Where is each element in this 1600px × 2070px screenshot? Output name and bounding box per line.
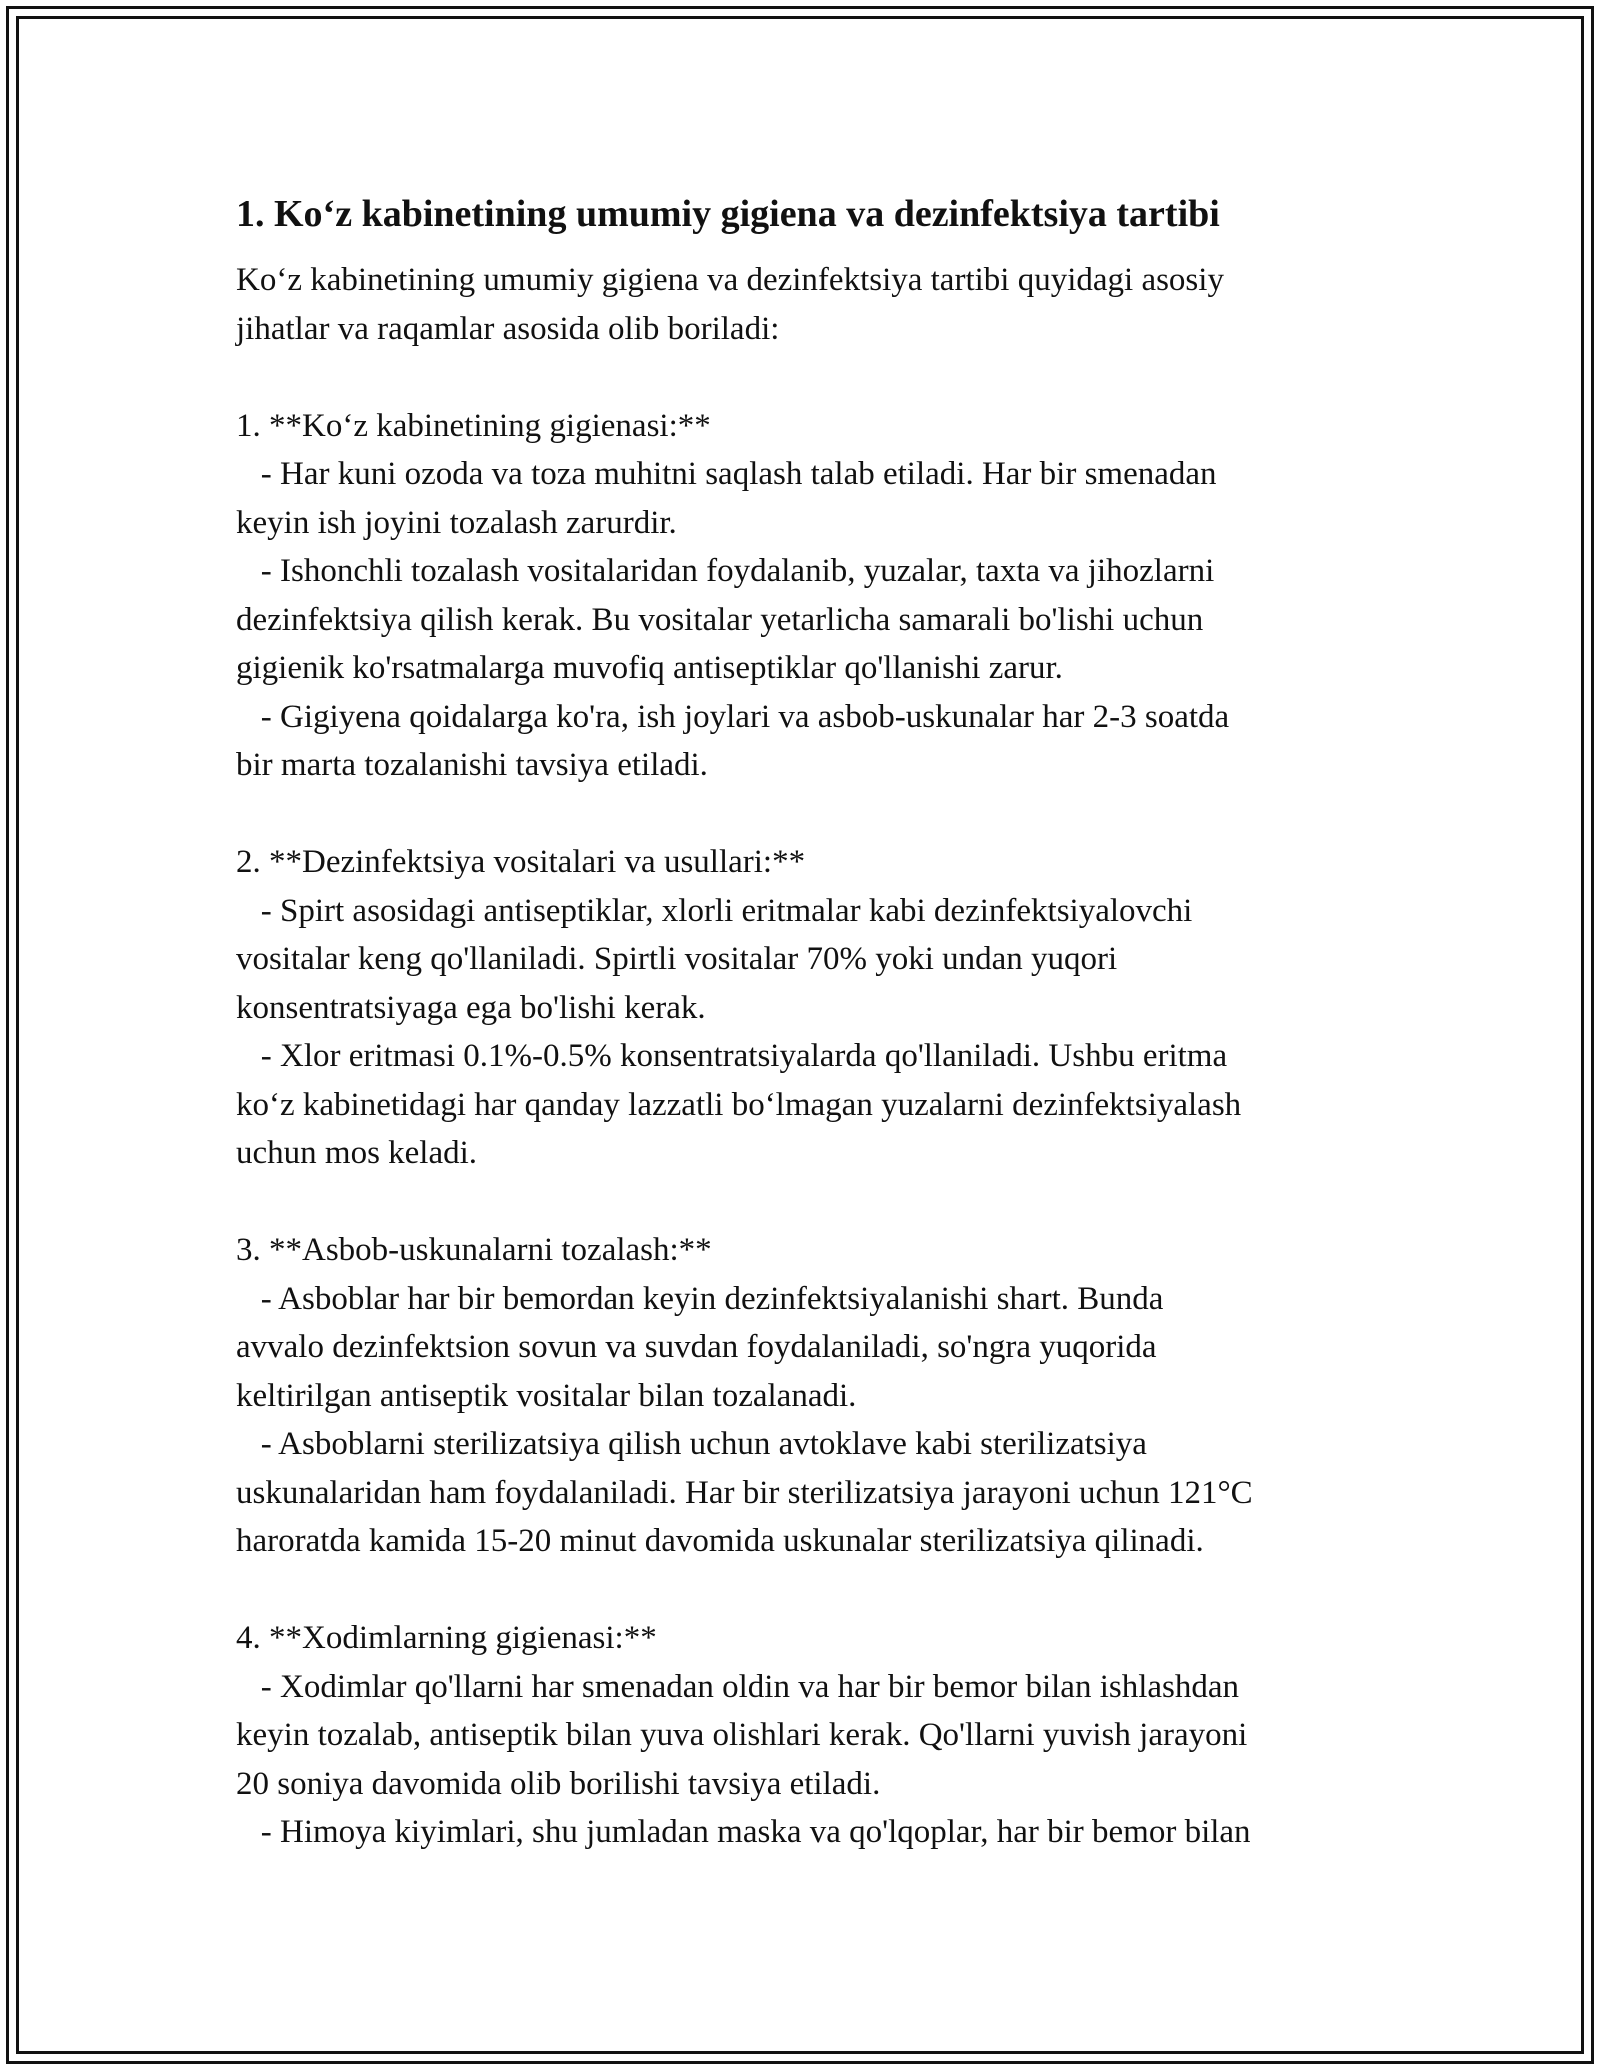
section-item: - Ishonchli tozalash vositalaridan foydalanib, yuzalar, taxta va jihozlarni dezinfektsiya qilish kerak. Bu vositalar yetarlicha samarali bo'lishi uchun gigienik ko'rsatmalarga muvofiq antiseptiklar qo'llanishi zarur. [236,553,1215,686]
section-item: - Spirt asosidagi antiseptiklar, xlorli eritmalar kabi dezinfektsiyalovchi vositalar keng qo'llaniladi. Spirtli vositalar 70% yoki undan yuqori konsentratsiyaga ega bo'lishi kerak. [236,892,1193,1026]
section-item: - Gigiyena qoidalarga ko'ra, ish joylari va asbob-uskunalar har 2-3 soatda bir marta tozalanishi tavsiya etiladi. [236,698,1230,783]
section-item: - Xlor eritmasi 0.1%-0.5% konsentratsiyalarda qo'llaniladi. Ushbu eritma koʻz kabinetidagi har qanday lazzatli boʻlmagan yuzalarni dezinfektsiyalash uchun mos keladi. [236,1038,1242,1171]
section-staff-hygiene [236,1614,1376,1857]
section-heading: 3. **Asbob-uskunalarni tozalash:** [236,1232,712,1268]
document-page [236,182,1376,1857]
section-heading: 1. **Koʻz kabinetining gigienasi:** [236,407,711,444]
section-disinfectants [236,838,1376,1178]
section-item: - Asboblarni sterilizatsiya qilish uchun avtoklave kabi sterilizatsiya uskunalaridan ham foydalaniladi. Har bir sterilizatsiya jarayoni uchun 121°C haroratda kamida 15-20 minut davomida uskunalar sterilizatsiya qilinadi. [236,1426,1253,1559]
section-heading: 4. **Xodimlarning gigienasi:** [236,1620,657,1656]
section-item: - Asboblar har bir bemordan keyin dezinfektsiyalanishi shart. Bunda avvalo dezinfektsion sovun va suvdan foydalaniladi, so'ngra yuqorida keltirilgan antiseptik vositalar bilan tozalanadi. [236,1280,1164,1414]
document-title: 1. Koʻz kabinetining umumiy gigiena va dezinfektsiya tartibi [236,193,1220,235]
section-item: - Har kuni ozoda va toza muhitni saqlash talab etiladi. Har bir smenadan keyin ish joyini tozalash zarurdir. [236,456,1217,541]
section-item: - Himoya kiyimlari, shu jumladan maska va qo'lqoplar, har bir bemor bilan [236,1814,1251,1850]
section-heading: 2. **Dezinfektsiya vositalari va usullari:** [236,844,806,880]
section-hygiene [236,402,1376,790]
section-item: - Xodimlar qo'llarni har smenadan oldin va har bir bemor bilan ishlashdan keyin tozalab, antiseptik bilan yuva olishlari kerak. Qo'llarni yuvish jarayoni 20 soniya davomida olib borilishi tavsiya etiladi. [236,1668,1248,1802]
section-equipment-cleaning [236,1226,1376,1566]
intro-paragraph: Koʻz kabinetining umumiy gigiena va dezinfektsiya tartibi quyidagi asosiy jihatlar va raqamlar asosida olib boriladi: [236,262,1224,347]
